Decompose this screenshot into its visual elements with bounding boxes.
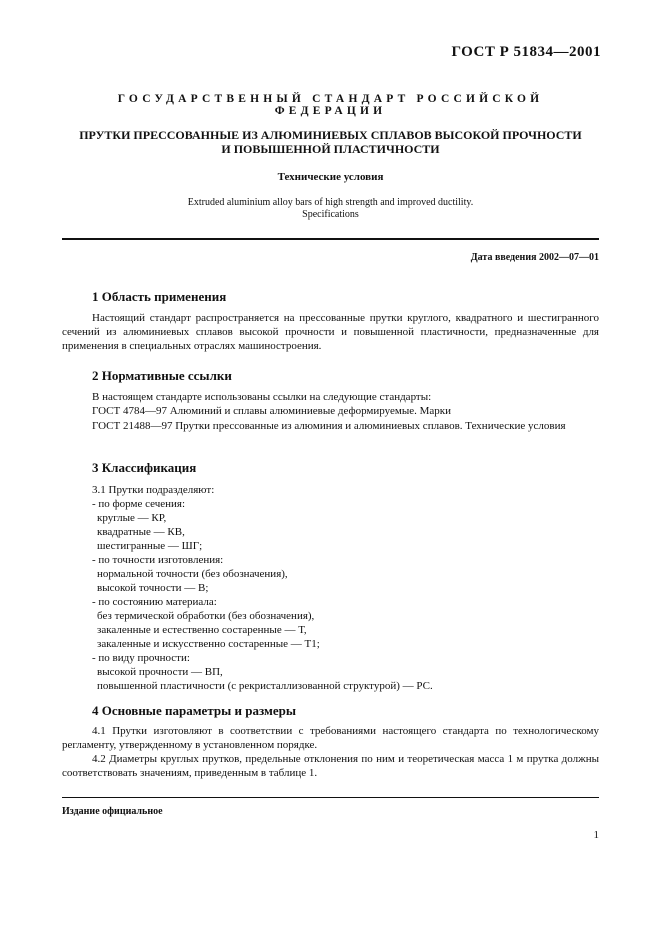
classification-line: - по форме сечения: bbox=[92, 498, 186, 510]
section-3-heading: 3 Классификация bbox=[92, 460, 197, 475]
classification-line: круглые — КР, bbox=[97, 512, 167, 524]
classification-line: шестигранные — ШГ; bbox=[97, 540, 203, 552]
classification-line: без термической обработки (без обозначения), bbox=[97, 610, 315, 622]
document-subtitle: Технические условия bbox=[277, 171, 384, 183]
official-edition-note: Издание официальное bbox=[62, 806, 163, 817]
section-2-reference-2: ГОСТ 21488—97 Прутки прессованные из алюминия и алюминиевых сплавов. Технические условия bbox=[92, 420, 566, 432]
section-1-text: Настоящий стандарт распространяется на прессованные прутки круглого, квадратного и шестигранного сечений из алюминиевых сплавов высокой прочности и повышенной пластичности, предназначенные для применения в специальных отраслях машиностроения. bbox=[62, 312, 599, 352]
classification-line: высокой прочности — ВП, bbox=[97, 666, 223, 678]
introduction-date: Дата введения 2002—07—01 bbox=[470, 252, 599, 263]
state-standard-heading: ГОСУДАРСТВЕННЫЙ СТАНДАРТ РОССИЙСКОЙ ФЕДЕРАЦИИ bbox=[117, 93, 544, 117]
page-number: 1 bbox=[593, 829, 599, 841]
classification-line: закаленные и естественно состаренные — Т, bbox=[97, 624, 307, 636]
section-2-heading: 2 Нормативные ссылки bbox=[92, 368, 232, 383]
document-title bbox=[62, 128, 599, 156]
classification-line: - по виду прочности: bbox=[92, 652, 190, 664]
classification-line: 3.1 Прутки подразделяют: bbox=[92, 484, 215, 496]
section-2-intro: В настоящем стандарте использованы ссылки на следующие стандарты: bbox=[92, 391, 432, 403]
classification-line: квадратные — КВ, bbox=[97, 526, 185, 538]
english-title bbox=[62, 197, 599, 221]
classification-line: нормальной точности (без обозначения), bbox=[97, 568, 288, 580]
section-4-paragraph-2: 4.2 Диаметры круглых прутков, предельные отклонения по ним и теоретическая масса 1 м прутка должны соответствовать значениям, приведенным в таблице 1. bbox=[62, 753, 599, 779]
section-4-heading: 4 Основные параметры и размеры bbox=[92, 703, 297, 718]
classification-line: закаленные и искусственно состаренные — Т1; bbox=[97, 638, 320, 650]
section-4-paragraph-1: 4.1 Прутки изготовляют в соответствии с требованиями настоящего стандарта по технологическому регламенту, утвержденному в установленном порядке. bbox=[62, 725, 599, 751]
section-2-reference-1: ГОСТ 4784—97 Алюминий и сплавы алюминиевые деформируемые. Марки bbox=[92, 405, 451, 417]
section-1-heading: 1 Область применения bbox=[92, 289, 227, 304]
classification-line: - по точности изготовления: bbox=[92, 554, 224, 566]
classification-line: - по состоянию материала: bbox=[92, 596, 217, 608]
header-divider bbox=[62, 238, 599, 240]
title-line-1: ПРУТКИ ПРЕССОВАННЫЕ ИЗ АЛЮМИНИЕВЫХ СПЛАВОВ ВЫСОКОЙ ПРОЧНОСТИ bbox=[79, 128, 582, 142]
standard-code: ГОСТ Р 51834—2001 bbox=[451, 44, 601, 60]
title-line-2: И ПОВЫШЕННОЙ ПЛАСТИЧНОСТИ bbox=[221, 142, 440, 156]
footer-divider bbox=[62, 797, 599, 798]
classification-line: повышенной пластичности (с рекристаллизованной структурой) — РС. bbox=[97, 680, 433, 692]
english-title-line-2: Specifications bbox=[302, 209, 359, 220]
english-title-line-1: Extruded aluminium alloy bars of high strength and improved ductility. bbox=[187, 197, 474, 208]
classification-line: высокой точности — В; bbox=[97, 582, 209, 594]
